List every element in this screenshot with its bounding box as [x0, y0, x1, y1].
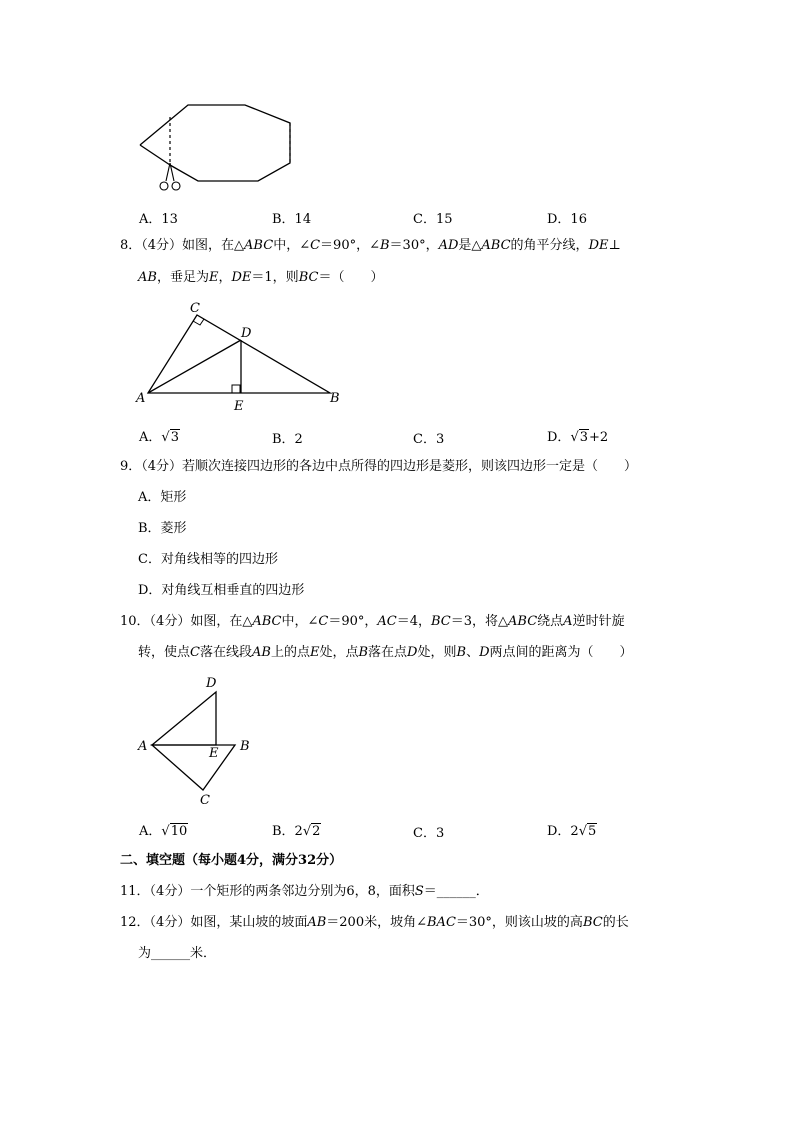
q10-stem-line1: 10．（4分）如图，在△ABC中，∠C＝90°，AC＝4，BC＝3，将△ABC绕点A逆时针旋 — [120, 614, 625, 629]
q9-option-c[interactable]: C．对角线相等的四边形 — [138, 552, 278, 567]
q7-option-b[interactable]: B．14 — [272, 212, 312, 227]
label-b: B — [330, 391, 340, 406]
q12-stem-line1: 12．（4分）如图，某山坡的坡面AB＝200米，坡角∠BAC＝30°，则该山坡的高BC的长 — [120, 915, 629, 930]
triangle-abc — [148, 315, 330, 393]
q8-option-a[interactable]: A．√3 — [139, 430, 179, 445]
label-d: D — [206, 676, 217, 691]
q10-option-a[interactable]: A．√10 — [139, 824, 188, 839]
label-e: E — [234, 399, 244, 414]
q8-option-b[interactable]: B．2 — [272, 432, 303, 447]
triangle-abc — [152, 745, 235, 790]
q7-option-c[interactable]: C．15 — [413, 212, 453, 227]
q7-option-d[interactable]: D．16 — [547, 212, 587, 227]
sqrt-symbol: √5 — [578, 824, 597, 839]
q7-octagon-figure — [130, 95, 310, 200]
q11-stem: 11．（4分）一个矩形的两条邻边分别为6，8，面积S＝______． — [120, 884, 489, 899]
label-d: D — [241, 326, 252, 341]
cut-line-left — [140, 145, 170, 165]
sqrt-symbol: √3 — [570, 430, 589, 445]
sqrt-symbol: √2 — [302, 824, 321, 839]
q8-option-c[interactable]: C．3 — [413, 432, 445, 447]
q8-stem-line1: 8．（4分）如图，在△ABC中，∠C＝90°，∠B＝30°，AD是△ABC的角平分线，DE⊥ — [120, 238, 621, 253]
q8-option-d[interactable]: D．√3+2 — [547, 430, 609, 445]
q10-option-c[interactable]: C．3 — [413, 826, 445, 841]
q10-rotation-figure — [130, 670, 270, 810]
q10-option-d[interactable]: D．2√5 — [547, 824, 597, 839]
q7-option-a[interactable]: A．13 — [139, 212, 178, 227]
section-heading-fill-in: 二、填空题（每小题4分，满分32分） — [120, 853, 343, 868]
q9-option-b[interactable]: B．菱形 — [138, 521, 187, 536]
q9-option-d[interactable]: D．对角线互相垂直的四边形 — [138, 583, 305, 598]
q8-triangle-figure — [130, 298, 350, 416]
label-a: A — [138, 739, 148, 754]
q10-stem-line2: 转，使点C落在线段AB上的点E处，点B落在点D处，则B、D两点间的距离为（ ） — [138, 645, 633, 660]
label-b: B — [240, 739, 250, 754]
q12-stem-line2: 为______米． — [138, 946, 217, 961]
triangle-ade — [152, 692, 216, 745]
q8-stem-line2: AB，垂足为E，DE＝1，则BC＝（ ） — [138, 270, 384, 285]
label-c: C — [190, 301, 200, 316]
sqrt-symbol: √10 — [161, 824, 188, 839]
q9-option-a[interactable]: A．矩形 — [138, 490, 187, 505]
segment-ad — [148, 340, 241, 393]
octagon-outline — [140, 105, 290, 181]
label-a: A — [136, 391, 146, 406]
q10-option-b[interactable]: B．2√2 — [272, 824, 321, 839]
right-angle-mark-e — [232, 385, 240, 393]
q9-stem: 9．（4分）若顺次连接四边形的各边中点所得的四边形是菱形，则该四边形一定是（ ） — [120, 459, 638, 474]
label-e: E — [209, 746, 219, 761]
label-c: C — [200, 793, 210, 808]
scissors-icon — [160, 163, 180, 190]
sqrt-symbol: √3 — [161, 430, 179, 445]
